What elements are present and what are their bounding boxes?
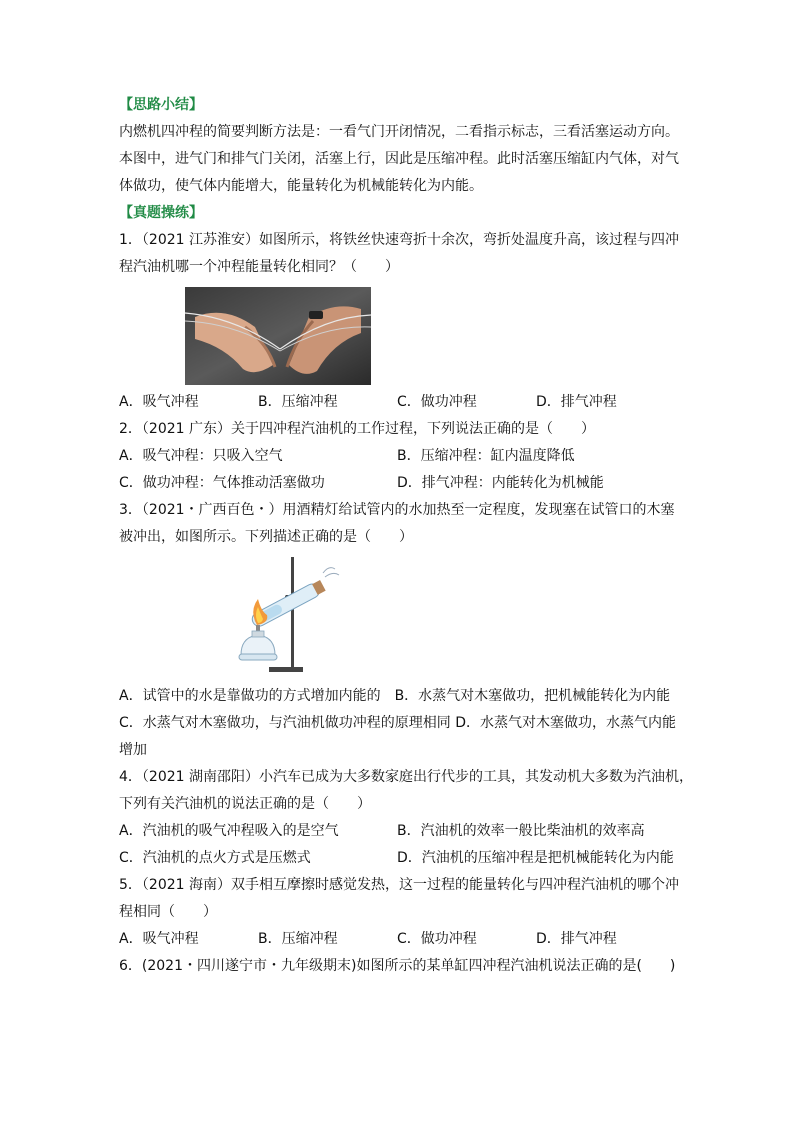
question-3-option-line[interactable]: A．试管中的水是靠做功的方式增加内能的 B．水蒸气对木塞做功，把机械能转化为内能	[119, 688, 671, 704]
option-c[interactable]: C．做功冲程	[397, 394, 477, 410]
question-3-option-line[interactable]: 增加	[119, 742, 147, 758]
question-4-options-row	[119, 845, 679, 872]
question-3-text: 3．（2021・广西百色・）用酒精灯给试管内的水加热至一定程度，发现塞在试管口的木塞	[119, 502, 675, 518]
option-b[interactable]: B．压缩冲程：缸内温度降低	[397, 448, 575, 464]
option-b[interactable]: B．压缩冲程	[258, 394, 338, 410]
question-2-text: 2．（2021 广东）关于四冲程汽油机的工作过程，下列说法正确的是（ ）	[119, 421, 595, 437]
question-1-text: 程汽油机哪一个冲程能量转化相同？（ ）	[119, 259, 399, 275]
question-2-options-row	[119, 470, 679, 497]
question-4-text: 4．（2021 湖南邵阳）小汽车已成为大多数家庭出行代步的工具，其发动机大多数为汽油机，	[119, 769, 693, 785]
test-tube-experiment-figure	[233, 555, 679, 677]
option-b[interactable]: B．汽油机的效率一般比柴油机的效率高	[397, 823, 645, 839]
question-5-options	[119, 926, 679, 953]
question-5-text: 5．（2021 海南）双手相互摩擦时感觉发热，这一过程的能量转化与四冲程汽油机的哪个冲	[119, 877, 679, 893]
alcohol-lamp-test-tube-image	[233, 555, 353, 677]
summary-line: 本图中，进气门和排气门关闭，活塞上行，因此是压缩冲程。此时活塞压缩缸内气体，对气	[119, 151, 679, 167]
option-d[interactable]: D．排气冲程	[536, 931, 617, 947]
question-4-options-row	[119, 818, 679, 845]
hands-bending-wire-image	[185, 287, 371, 385]
option-c[interactable]: C．做功冲程	[397, 931, 477, 947]
worksheet-page	[119, 92, 693, 980]
bent-wire-photo	[185, 287, 679, 385]
option-a[interactable]: A．吸气冲程	[119, 931, 199, 947]
question-2-options-row	[119, 443, 679, 470]
option-d[interactable]: D．排气冲程：内能转化为机械能	[397, 475, 604, 491]
question-1-text: 1．（2021 江苏淮安）如图所示，将铁丝快速弯折十余次，弯折处温度升高，该过程与四冲	[119, 232, 679, 248]
summary-line: 内燃机四冲程的简要判断方法是：一看气门开闭情况，二看指示标志，三看活塞运动方向。	[119, 124, 679, 140]
option-a[interactable]: A．吸气冲程：只吸入空气	[119, 448, 283, 464]
question-5-text: 程相同（ ）	[119, 904, 217, 920]
summary-heading: 【思路小结】	[119, 97, 203, 113]
option-d[interactable]: D．汽油机的压缩冲程是把机械能转化为内能	[397, 850, 674, 866]
summary-line: 体做功，使气体内能增大，能量转化为机械能转化为内能。	[119, 178, 483, 194]
option-b[interactable]: B．压缩冲程	[258, 931, 338, 947]
question-1-options	[119, 389, 679, 416]
option-a[interactable]: A．吸气冲程	[119, 394, 199, 410]
option-c[interactable]: C．做功冲程：气体推动活塞做功	[119, 475, 325, 491]
question-6-text: 6．(2021・四川遂宁市・九年级期末)如图所示的某单缸四冲程汽油机说法正确的是( )	[119, 958, 676, 974]
question-4-text: 下列有关汽油机的说法正确的是（ ）	[119, 796, 371, 812]
option-c[interactable]: C．汽油机的点火方式是压燃式	[119, 850, 311, 866]
option-d[interactable]: D．排气冲程	[536, 394, 617, 410]
option-a[interactable]: A．汽油机的吸气冲程吸入的是空气	[119, 823, 339, 839]
question-3-option-line[interactable]: C．水蒸气对木塞做功，与汽油机做功冲程的原理相同 D．水蒸气对木塞做功，水蒸气内能	[119, 715, 677, 731]
practice-heading: 【真题操练】	[119, 205, 203, 221]
question-3-text: 被冲出，如图所示。下列描述正确的是（ ）	[119, 529, 413, 545]
